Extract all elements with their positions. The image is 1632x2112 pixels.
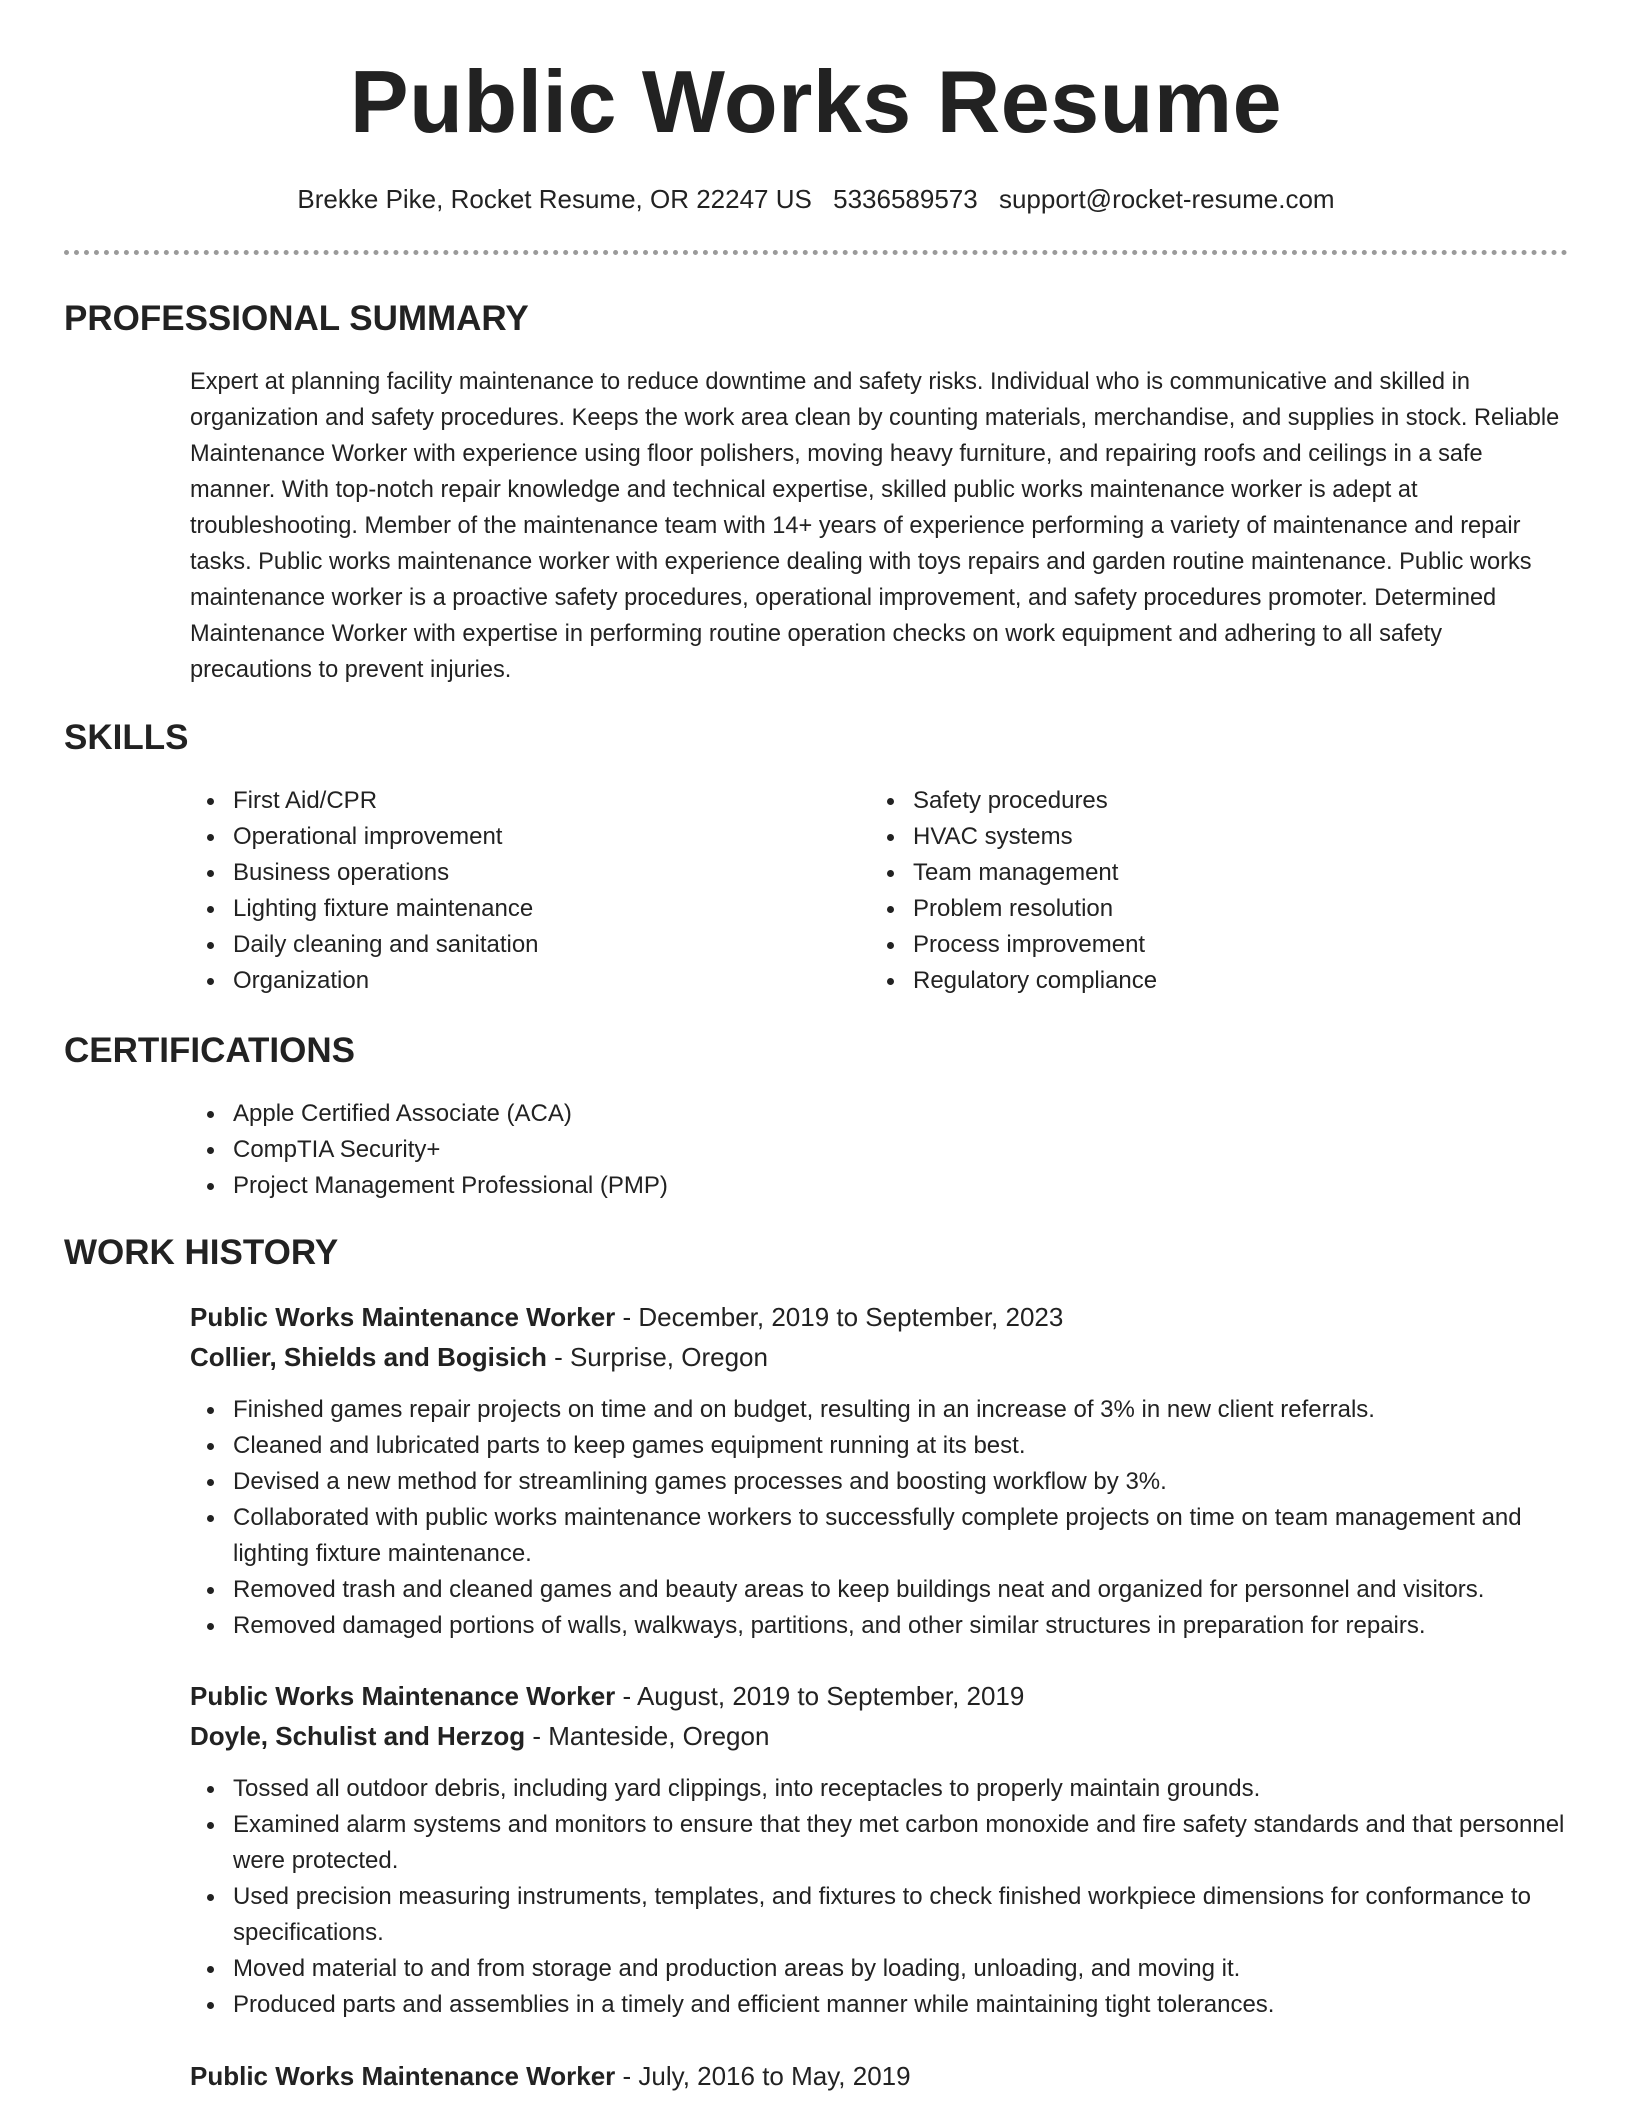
certification-item: Apple Certified Associate (ACA) xyxy=(233,1096,668,1132)
job-bullet: Devised a new method for streamlining games processes and boosting workflow by 3%. xyxy=(233,1464,1568,1500)
job-dates: - August, 2019 to September, 2019 xyxy=(615,1681,1025,1711)
job-location: - Surprise, Oregon xyxy=(546,1342,768,1372)
job-bullet: Examined alarm systems and monitors to ensure that they met carbon monoxide and fire safety standards and that personnel were protected. xyxy=(233,1807,1568,1879)
job-location: - Manteside, Oregon xyxy=(525,1721,770,1751)
summary-text: Expert at planning facility maintenance to reduce downtime and safety risks. Individual who is communicative and skilled in organization and safety procedures. Keeps the work area clean by counting materials, merchandise, and supplies in stock. Reliable Maintenance Worker with experience using floor polishers, moving heavy furniture, and repairing roofs and ceilings in a safe manner. With top-notch repair knowledge and technical expertise, skilled public works maintenance worker is adept at troubleshooting. Member of the maintenance team with 14+ years of experience performing a variety of maintenance and repair tasks. Public works maintenance worker with experience dealing with toys repairs and garden routine maintenance. Public works maintenance worker is a proactive safety procedures, operational improvement, and safety procedures promoter. Determined Maintenance Worker with expertise in performing routine operation checks on work equipment and adhering to all safety precautions to prevent injuries. xyxy=(190,369,1560,683)
job-bullet: Finished games repair projects on time and on budget, resulting in an increase of 3% in new client referrals. xyxy=(233,1392,1568,1428)
skill-item: Daily cleaning and sanitation xyxy=(233,927,539,963)
skill-item: Lighting fixture maintenance xyxy=(233,891,539,927)
skill-item: Regulatory compliance xyxy=(913,963,1157,999)
job-bullet: Produced parts and assemblies in a timely and efficient manner while maintaining tight tolerances. xyxy=(233,1987,1568,2023)
skills-list-left xyxy=(190,783,539,999)
section-title-work-history: WORK HISTORY xyxy=(64,1233,339,1272)
job-bullet: Removed damaged portions of walls, walkways, partitions, and other similar structures in preparation for repairs. xyxy=(233,1608,1568,1644)
section-title-certifications: CERTIFICATIONS xyxy=(64,1031,356,1070)
skill-item: Team management xyxy=(913,855,1157,891)
skill-item: Safety procedures xyxy=(913,783,1157,819)
skill-item: Operational improvement xyxy=(233,819,539,855)
contact-address: Brekke Pike, Rocket Resume, OR 22247 US xyxy=(297,184,812,214)
header-divider xyxy=(64,250,1568,255)
job-bullet: Collaborated with public works maintenance workers to successfully complete projects on time on team management and lighting fixture maintenance. xyxy=(233,1500,1568,1572)
job-bullets xyxy=(190,1392,1568,1644)
contact-email[interactable]: support@rocket-resume.com xyxy=(998,184,1335,214)
skill-item: Business operations xyxy=(233,855,539,891)
job-role: Public Works Maintenance Worker xyxy=(190,1681,616,1711)
job-company-line xyxy=(190,1718,769,1754)
job-title-line xyxy=(190,2058,911,2094)
contact-line xyxy=(0,182,1632,216)
contact-phone: 5336589573 xyxy=(833,184,978,214)
job-role: Public Works Maintenance Worker xyxy=(190,1302,616,1332)
job-title-line xyxy=(190,1299,1063,1335)
job-bullet: Tossed all outdoor debris, including yard clippings, into receptacles to properly maintain grounds. xyxy=(233,1771,1568,1807)
job-company-line xyxy=(190,1339,768,1375)
skills-list-right xyxy=(870,783,1157,999)
section-title-skills: SKILLS xyxy=(64,718,189,757)
certification-item: Project Management Professional (PMP) xyxy=(233,1168,668,1204)
job-bullet: Moved material to and from storage and production areas by loading, unloading, and moving it. xyxy=(233,1951,1568,1987)
job-bullet: Cleaned and lubricated parts to keep games equipment running at its best. xyxy=(233,1428,1568,1464)
job-company: Collier, Shields and Bogisich xyxy=(190,1342,547,1372)
job-bullets xyxy=(190,1771,1568,2023)
skill-item: Problem resolution xyxy=(913,891,1157,927)
job-bullet: Removed trash and cleaned games and beauty areas to keep buildings neat and organized for personnel and visitors. xyxy=(233,1572,1568,1608)
job-company: Doyle, Schulist and Herzog xyxy=(190,1721,526,1751)
resume-title: Public Works Resume xyxy=(349,52,1283,151)
job-dates: - December, 2019 to September, 2023 xyxy=(615,1302,1064,1332)
job-title-line xyxy=(190,1678,1024,1714)
skill-item: Organization xyxy=(233,963,539,999)
section-title-summary: PROFESSIONAL SUMMARY xyxy=(64,299,529,338)
skill-item: Process improvement xyxy=(913,927,1157,963)
job-role: Public Works Maintenance Worker xyxy=(190,2061,616,2091)
certification-item: CompTIA Security+ xyxy=(233,1132,668,1168)
certifications-list xyxy=(190,1096,668,1204)
job-dates: - July, 2016 to May, 2019 xyxy=(615,2061,911,2091)
job-bullet: Used precision measuring instruments, templates, and fixtures to check finished workpiece dimensions for conformance to specifications. xyxy=(233,1879,1568,1951)
skill-item: First Aid/CPR xyxy=(233,783,539,819)
skill-item: HVAC systems xyxy=(913,819,1157,855)
